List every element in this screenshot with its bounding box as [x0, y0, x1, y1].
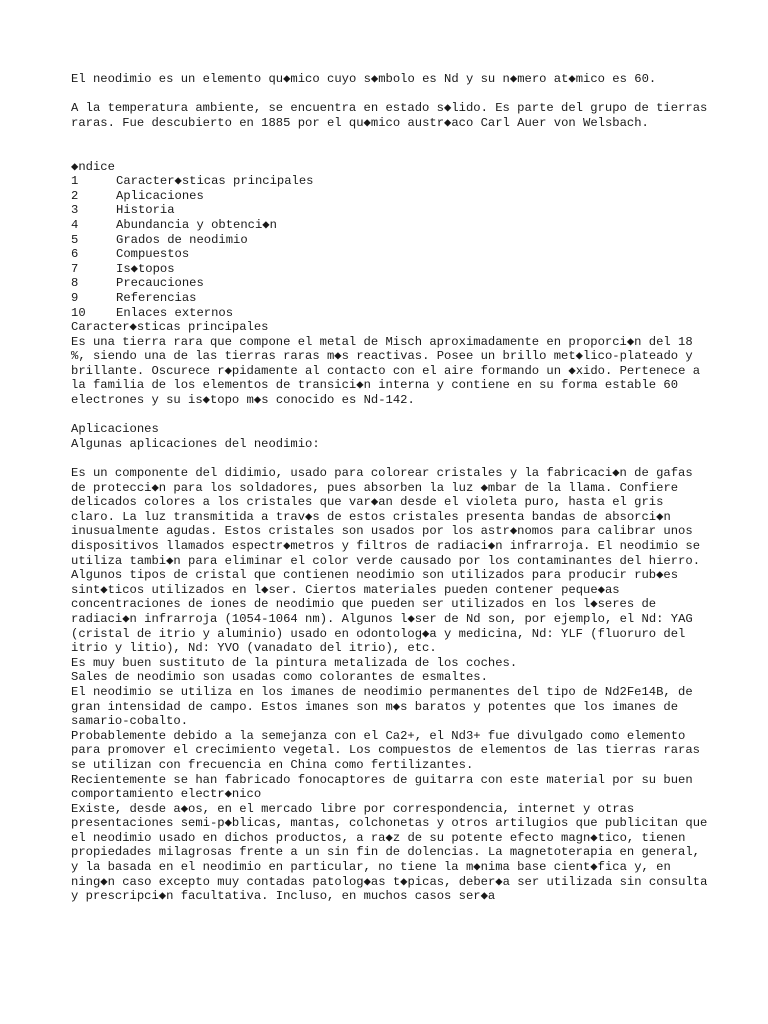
caracteristicas-paragraph: Es una tierra rara que compone el metal de Misch aproximadamente en proporci◆n del 18 %, siendo una de las tierras raras m◆s reactivas. Posee un brillo met◆lico-plateado y brillante. Oscurece r◆pidamente al contacto con el aire formando un ◆xido. Pertenece a la familia de los elementos de transici◆n interna y contiene en su forma estable 60 electrones y su is◆topo m◆s conocido es Nd-142.: [71, 334, 708, 408]
toc-item: [71, 276, 711, 291]
toc-item: [71, 262, 711, 277]
toc-item-label: Compuestos: [116, 247, 190, 262]
toc-item-number: 10: [71, 305, 86, 320]
toc-item: [71, 306, 711, 321]
toc-item-number: 1: [71, 174, 79, 189]
table-of-contents: [71, 160, 711, 321]
toc-title: ◆ndice: [71, 159, 115, 174]
toc-item-number: 9: [71, 290, 79, 305]
aplicaciones-paragraph: Algunos tipos de cristal que contienen neodimio son utilizados para producir rub◆es sint◆ticos utilizados en l◆ser. Ciertos materiales pueden contener peque◆as concentraciones de iones de neodimio que pueden ser utilizados en los l◆seres de radiaci◆n infrarroja (1054-1064 nm). Algunos l◆ser de Nd son, por ejemplo, el Nd: YAG (cristal de itrio y aluminio) usado en odontolog◆a y medicina, Nd: YLF (fluoruro del itrio y litio), Nd: YVO (vanadato del itrio), etc.: [71, 568, 701, 656]
aplicaciones-paragraph: Es muy buen sustituto de la pintura metalizada de los coches.: [71, 655, 518, 670]
section-heading-caracteristicas: Caracter◆sticas principales: [71, 320, 269, 335]
toc-item-label: Enlaces externos: [116, 305, 234, 320]
toc-item-number: 7: [71, 261, 79, 276]
aplicaciones-paragraph: Sales de neodimio son usadas como colorantes de esmaltes.: [71, 670, 488, 685]
aplicaciones-paragraph: Recientemente se han fabricado fonocaptores de guitarra con este material por su buen comportamiento electr◆nico: [71, 772, 700, 802]
toc-item-number: 5: [71, 232, 79, 247]
toc-item: [71, 233, 711, 248]
toc-item-label: Caracter◆sticas principales: [116, 174, 314, 189]
intro-paragraph-1: El neodimio es un elemento qu◆mico cuyo s◆mbolo es Nd y su n◆mero at◆mico es 60.: [71, 72, 657, 86]
toc-item-label: Aplicaciones: [116, 188, 204, 203]
aplicaciones-paragraph: Probablemente debido a la semejanza con el Ca2+, el Nd3+ fue divulgado como elemento para promover el crecimiento vegetal. Los compuestos de elementos de las tierras raras se utilizan con frecuencia en China como fertilizantes.: [71, 728, 708, 772]
aplicaciones-paragraph: El neodimio se utiliza en los imanes de neodimio permanentes del tipo de Nd2Fe14B, de gran intensidad de campo. Estos imanes son m◆s baratos y potentes que los imanes de samario-cobalto.: [71, 684, 700, 729]
toc-item-number: 8: [71, 276, 79, 291]
toc-item: [71, 247, 711, 262]
aplicaciones-paragraph: Es un componente del didimio, usado para colorear cristales y la fabricaci◆n de gafas de protecci◆n para los soldadores, pues absorben la luz ◆mbar de la llama. Confiere delicados colores a los cristales que var◆an desde el violeta puro, hasta el gris claro. La luz transmitida a trav◆s de estos cristales presenta bandas de absorci◆n inusualmente agudas. Estos cristales son usados por los astr◆nomos para calibrar unos dispositivos llamados espectr◆metros y filtros de radiaci◆n infrarroja. El neodimio se utiliza tambi◆n para eliminar el color verde causado por los contaminantes del hierro.: [71, 466, 708, 568]
document-page: [71, 72, 715, 904]
toc-item-label: Precauciones: [116, 276, 204, 291]
toc-item-number: 3: [71, 203, 79, 218]
toc-item: [71, 174, 711, 189]
toc-item-number: 6: [71, 247, 79, 262]
toc-item: [71, 189, 711, 204]
toc-item: [71, 218, 711, 233]
toc-item-label: Grados de neodimio: [116, 232, 248, 247]
section-heading-aplicaciones: Aplicaciones: [71, 422, 159, 437]
toc-item-label: Abundancia y obtenci◆n: [116, 217, 277, 232]
aplicaciones-subheading: Algunas aplicaciones del neodimio:: [71, 436, 320, 451]
toc-item: [71, 203, 711, 218]
toc-item-label: Referencias: [116, 290, 197, 305]
toc-item-number: 4: [71, 217, 79, 232]
aplicaciones-paragraph: Existe, desde a◆os, en el mercado libre por correspondencia, internet y otras presentaciones semi-p◆blicas, mantas, colchonetas y otros artilugios que publicitan que el neodimio usado en dichos productos, a ra◆z de su potente efecto magn◆tico, tienen propiedades milagrosas frente a un sin fin de dolencias. La magnetoterapia en general, y la basada en el neodimio en particular, no tiene la m◆nima base cient◆fica y, en ning◆n caso excepto muy contadas patolog◆as t◆picas, deber◆a ser utilizada sin consulta y prescripci◆n facultativa. Incluso, en muchos casos ser◆a: [71, 801, 715, 904]
toc-item-number: 2: [71, 188, 79, 203]
intro-paragraph-2: A la temperatura ambiente, se encuentra en estado s◆lido. Es parte del grupo de tierras raras. Fue descubierto en 1885 por el qu◆mico austr◆aco Carl Auer von Welsbach.: [71, 101, 715, 130]
toc-item: [71, 291, 711, 306]
toc-item-label: Historia: [116, 203, 175, 218]
toc-item-label: Is◆topos: [116, 261, 175, 276]
